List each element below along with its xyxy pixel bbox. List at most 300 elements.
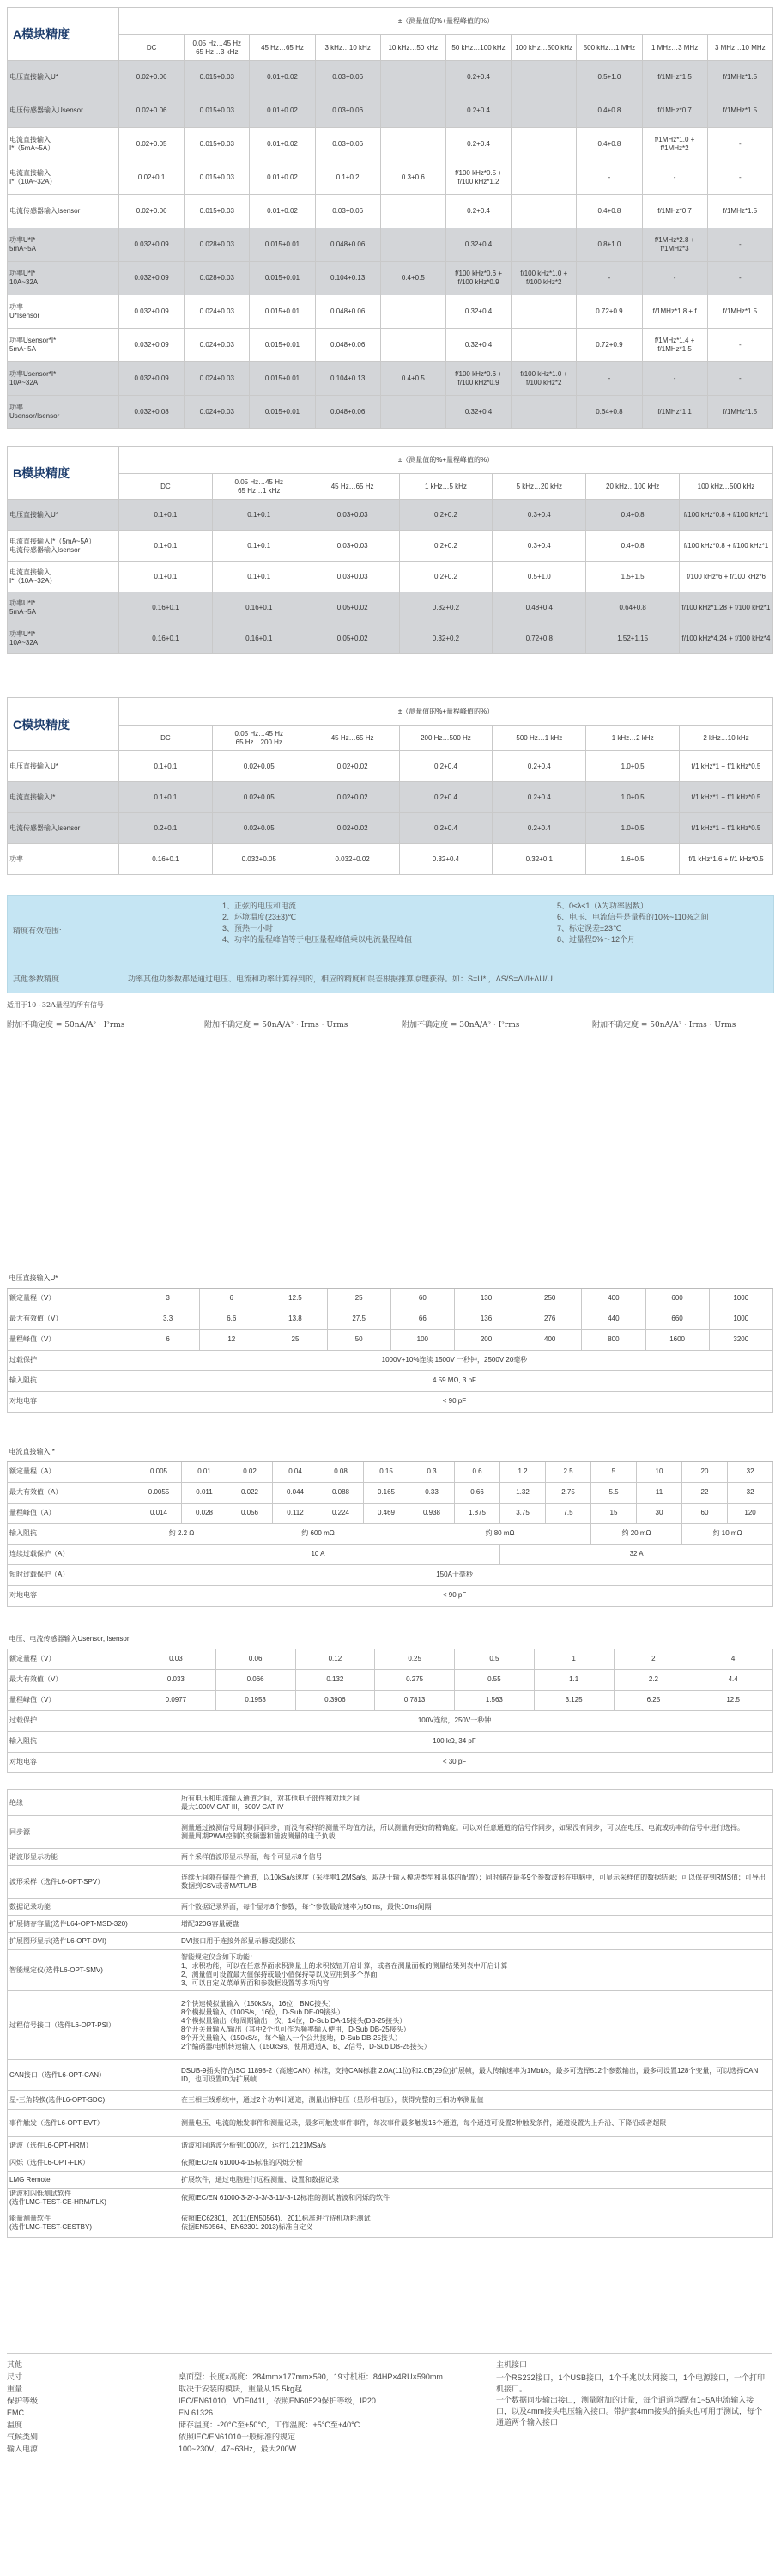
accuracy-table-c [7, 697, 773, 875]
feature-label: 扩展图形显示(选件L6-OPT-DVI) [8, 1933, 179, 1950]
table-row [8, 782, 773, 813]
row-label: 功率U*I* 5mA~5A [8, 228, 119, 262]
table-row [8, 1391, 773, 1412]
value-cell: 0.32+0.4 [445, 329, 511, 362]
value-cell: 0.32+0.4 [399, 844, 493, 875]
value-cell: 0.028+0.03 [185, 228, 250, 262]
value-cell: 130 [454, 1288, 518, 1309]
value-cell: 0.3+0.4 [493, 531, 586, 562]
value-cell: 0.32+0.2 [399, 623, 493, 654]
general-label: 其他 [7, 2360, 23, 2369]
value-cell: 0.1+0.2 [315, 161, 380, 195]
value-cell: 0.01+0.02 [250, 161, 315, 195]
table-row [8, 1503, 773, 1523]
value-cell: < 90 pF [136, 1585, 773, 1606]
table-row [8, 1690, 773, 1710]
value-cell: 0.3+0.4 [493, 500, 586, 531]
formulas-note: 适用于10~32A量程的所有信号 [7, 1001, 104, 1009]
value-cell: 0.048+0.06 [315, 329, 380, 362]
value-cell: 250 [518, 1288, 582, 1309]
value-cell: 0.32+0.2 [399, 592, 493, 623]
value-cell: 0.015+0.03 [185, 195, 250, 228]
value-cell: 13.8 [263, 1309, 327, 1329]
features-table [7, 1789, 773, 2238]
value-cell [380, 295, 445, 329]
general-label: 气候类别 [7, 2433, 39, 2441]
value-cell: 1.0+0.5 [586, 813, 680, 844]
feature-text: 在三相三线系统中，通过2个功率计通道，测量出相电压（星形相电压），获得完整的三相功率测量值 [179, 2091, 773, 2110]
value-cell: 1.5+1.5 [586, 562, 680, 592]
row-label: 功率 [8, 844, 119, 875]
value-cell: 2.5 [546, 1461, 591, 1482]
row-label: 电流直接输入 I*（10A~32A） [8, 562, 119, 592]
value-cell: 0.1+0.1 [119, 562, 213, 592]
value-cell: 0.03+0.06 [315, 94, 380, 128]
feature-label: 过程信号接口（选件L6-OPT-PSI） [8, 1991, 179, 2060]
table-row [8, 61, 773, 94]
feature-text: DSUB-9插头符合ISO 11898-2（高速CAN）标准，支持CAN标准 2.0A(11位)和2.0B(29位)扩展帧，最大传输速率为1Mbit/s，最多可选择512个参数输出，最多可设置128个变量，可以选择CAN ID，也可设置ID为扩展帧 [179, 2060, 773, 2091]
spec-title: 电压直接输入U* [8, 1269, 773, 1288]
condition-item: 6、电压、电流信号是量程的10%~110%之间 [557, 913, 709, 921]
interface-text: 一个RS232接口，1个USB接口，1个千兆以太网接口，1个电源接口，一个打印机接口。 一个数据同步输出接口，测量附加的计量，每个通道均配有1~5A电流输入接口，以及4mm接头电压输入接口。带护套4mm接头的插头也可用于测试，每个通道两个输入接口 [496, 2373, 766, 2427]
table-row [8, 195, 773, 228]
value-cell: 0.03+0.06 [315, 128, 380, 161]
feature-label: 星-三角转换(选件L6-OPT-SDC) [8, 2091, 179, 2110]
value-cell [512, 161, 577, 195]
table-row [8, 1350, 773, 1370]
value-cell: - [707, 362, 772, 396]
value-cell: 0.04 [273, 1461, 318, 1482]
freq-header: 500 Hz…1 kHz [493, 726, 586, 751]
value-cell: 60 [390, 1288, 454, 1309]
value-cell: 0.02+0.06 [119, 195, 185, 228]
other-params-text: 功率其他功参数都是通过电压、电流和功率计算得到的，相应的精度和误差根据推算原理获得。如：S=U*I，ΔS/S=ΔI/I+ΔU/U [128, 975, 553, 983]
value-cell: 4.4 [693, 1669, 773, 1690]
value-cell: 276 [518, 1309, 582, 1329]
row-label: 电流直接输入I* [8, 782, 119, 813]
value-cell: 0.32+0.4 [445, 228, 511, 262]
value-cell: 0.03+0.06 [315, 195, 380, 228]
table-row [8, 1288, 773, 1309]
value-cell [512, 94, 577, 128]
value-cell: 6 [200, 1288, 263, 1309]
value-cell: 0.02+0.02 [306, 782, 399, 813]
value-cell [380, 195, 445, 228]
value-cell [380, 61, 445, 94]
value-cell: f/1MHz*1.1 [642, 396, 707, 429]
value-cell: 约 2.2 Ω [136, 1523, 227, 1544]
value-cell: 0.015+0.03 [185, 61, 250, 94]
general-value [179, 2359, 487, 2371]
conditions-label: 精度有效范围: [13, 927, 62, 935]
feature-text: 谐波和间谐波分析到1000次，运行1.2121MSa/s [179, 2137, 773, 2154]
value-cell: f/100 kHz*0.5 + f/100 kHz*1.2 [445, 161, 511, 195]
row-label: 额定量程（A） [8, 1461, 136, 1482]
value-cell: 30 [637, 1503, 682, 1523]
value-cell: - [642, 362, 707, 396]
row-label: 电流直接输入I*（5mA~5A） 电流传感器输入Isensor [8, 531, 119, 562]
freq-header: 50 kHz…100 kHz [445, 35, 511, 61]
freq-header: 45 Hz…65 Hz [306, 474, 399, 500]
value-cell: 1.2 [500, 1461, 546, 1482]
value-cell: 0.2+0.4 [493, 813, 586, 844]
freq-header: 20 kHz…100 kHz [586, 474, 680, 500]
value-cell: 0.015+0.01 [250, 362, 315, 396]
current-direct-table [7, 1443, 773, 1607]
value-cell: 0.2+0.4 [399, 813, 493, 844]
value-cell: 0.015+0.01 [250, 295, 315, 329]
freq-header: 1 kHz…5 kHz [399, 474, 493, 500]
value-cell: 0.5 [455, 1649, 535, 1669]
table-row [8, 1329, 773, 1350]
value-cell: 6 [136, 1329, 200, 1350]
value-cell: 0.022 [227, 1482, 273, 1503]
value-cell: 约 10 mΩ [682, 1523, 773, 1544]
accuracy-conditions [7, 895, 774, 993]
value-cell: 0.05+0.02 [306, 623, 399, 654]
value-cell: 1 [534, 1649, 614, 1669]
general-label: 尺寸 [7, 2372, 23, 2381]
value-cell: 0.64+0.8 [577, 396, 642, 429]
table-row [8, 623, 773, 654]
value-cell: 0.032+0.09 [119, 228, 185, 262]
value-cell: f/100 kHz*0.8 + f/100 kHz*1 [680, 531, 773, 562]
value-cell: 0.3 [409, 1461, 455, 1482]
row-label: 最大有效值（V） [8, 1669, 136, 1690]
value-cell: 10 A [136, 1544, 500, 1564]
value-cell: 32 [728, 1482, 773, 1503]
general-specs [7, 2353, 772, 2482]
value-cell [380, 128, 445, 161]
value-cell: 0.056 [227, 1503, 273, 1523]
value-cell [512, 61, 577, 94]
row-label: 电流直接输入 I*（10A~32A） [8, 161, 119, 195]
value-cell: 11 [637, 1482, 682, 1503]
value-cell: 0.2+0.4 [493, 782, 586, 813]
value-cell: 0.03+0.03 [306, 531, 399, 562]
value-cell: 66 [390, 1309, 454, 1329]
value-cell: 800 [582, 1329, 645, 1350]
value-cell: 1.52+1.15 [586, 623, 680, 654]
value-cell: 0.015+0.01 [250, 262, 315, 295]
value-cell: - [577, 362, 642, 396]
value-cell: 3 [136, 1288, 200, 1309]
value-cell: 3.125 [534, 1690, 614, 1710]
freq-header: DC [119, 35, 185, 61]
value-cell: f/100 kHz*1.0 + f/100 kHz*2 [512, 262, 577, 295]
value-cell: 0.1+0.1 [212, 500, 306, 531]
value-cell: 12 [200, 1329, 263, 1350]
other-params-label: 其他参数精度 [13, 975, 60, 983]
value-cell: 600 [645, 1288, 709, 1309]
table-row [8, 1669, 773, 1690]
value-cell: 0.03+0.06 [315, 61, 380, 94]
value-cell: 0.469 [364, 1503, 409, 1523]
value-cell: 0.2+0.2 [399, 562, 493, 592]
value-cell: 0.01 [182, 1461, 227, 1482]
value-cell: 0.032+0.09 [119, 295, 185, 329]
value-cell: 0.0055 [136, 1482, 182, 1503]
freq-header: 45 Hz…65 Hz [250, 35, 315, 61]
freq-header: 1 MHz…3 MHz [642, 35, 707, 61]
value-cell: 0.024+0.03 [185, 329, 250, 362]
table-row [8, 562, 773, 592]
feature-label: 同步源 [8, 1816, 179, 1849]
general-label: 重量 [7, 2385, 23, 2393]
accuracy-table-a [7, 7, 773, 429]
value-cell: - [707, 161, 772, 195]
value-cell: - [577, 161, 642, 195]
row-label: 电压直接输入U* [8, 751, 119, 782]
value-cell: f/1MHz*0.7 [642, 94, 707, 128]
value-cell: 0.224 [318, 1503, 364, 1523]
value-cell: 0.72+0.9 [577, 295, 642, 329]
value-cell: 0.048+0.06 [315, 295, 380, 329]
value-cell: 0.032+0.09 [119, 329, 185, 362]
conditions-left [222, 901, 412, 945]
value-cell: 25 [327, 1288, 390, 1309]
value-cell: 0.2+0.4 [445, 128, 511, 161]
value-cell: f/1MHz*1.5 [642, 61, 707, 94]
row-label: 短时过载保护（A） [8, 1564, 136, 1585]
row-label: 输入阻抗 [8, 1523, 136, 1544]
value-cell: 0.1+0.1 [119, 500, 213, 531]
value-cell [512, 195, 577, 228]
table-row [8, 531, 773, 562]
row-label: 功率Usensor*I* 10A~32A [8, 362, 119, 396]
value-cell: 0.938 [409, 1503, 455, 1523]
row-label: 对地电容 [8, 1391, 136, 1412]
table-row [8, 813, 773, 844]
value-cell: 3.3 [136, 1309, 200, 1329]
table-row [8, 1790, 773, 1816]
value-cell: 1000 [709, 1309, 772, 1329]
freq-header: 45 Hz…65 Hz [306, 726, 399, 751]
conditions-right [557, 901, 709, 945]
value-cell: 400 [582, 1288, 645, 1309]
table-row [8, 1370, 773, 1391]
value-cell: - [642, 161, 707, 195]
value-cell: 400 [518, 1329, 582, 1350]
value-cell: 0.2+0.4 [445, 61, 511, 94]
value-cell: f/1 kHz*1 + f/1 kHz*0.5 [680, 813, 773, 844]
value-cell: f/1MHz*1.8 + f [642, 295, 707, 329]
value-cell [512, 295, 577, 329]
feature-text: 依照IEC/EN 61000-3-2/-3-3/-3-11/-3-12标准的测试谐波和闪烁的软件 [179, 2189, 773, 2208]
value-cell: 0.48+0.4 [493, 592, 586, 623]
value-cell: 0.028+0.03 [185, 262, 250, 295]
value-cell: 3.75 [500, 1503, 546, 1523]
value-cell: - [707, 262, 772, 295]
value-cell: 0.02+0.06 [119, 94, 185, 128]
condition-item: 4、功率的量程峰值等于电压量程峰值乘以电流量程峰值 [222, 935, 413, 944]
feature-text: 两个数据记录界面，每个显示8个参数，每个参数最高速率为50ms，最快10ms间隔 [179, 1899, 773, 1916]
value-cell: 0.165 [364, 1482, 409, 1503]
general-value: 取决于安装的模块，重量从15.5kg起 [179, 2385, 303, 2393]
value-cell: 0.275 [375, 1669, 455, 1690]
value-cell: 0.33 [409, 1482, 455, 1503]
value-cell: 0.2+0.4 [445, 94, 511, 128]
value-cell: 0.1+0.1 [212, 562, 306, 592]
value-cell: 0.015+0.03 [185, 94, 250, 128]
sensor-input-table [7, 1630, 773, 1773]
value-cell: 0.55 [455, 1669, 535, 1690]
value-cell: 1.563 [455, 1690, 535, 1710]
feature-label: 能量测量软件 (选件LMG-TEST-CESTBY) [8, 2208, 179, 2238]
row-label: 对地电容 [8, 1752, 136, 1772]
general-labels [7, 2359, 38, 2455]
table-row [8, 1731, 773, 1752]
table-row [8, 1710, 773, 1731]
value-cell: 100V连续，250V一秒钟 [136, 1710, 773, 1731]
value-cell: 0.024+0.03 [185, 362, 250, 396]
value-cell: 约 80 mΩ [409, 1523, 591, 1544]
feature-label: CAN接口（选件L6-OPT-CAN） [8, 2060, 179, 2091]
value-cell: 0.01+0.02 [250, 195, 315, 228]
table-row [8, 1309, 773, 1329]
value-cell: 0.024+0.03 [185, 295, 250, 329]
value-cell: 0.014 [136, 1503, 182, 1523]
value-cell: 32 [728, 1461, 773, 1482]
value-cell: - [577, 262, 642, 295]
row-label: 电压传感器输入Usensor [8, 94, 119, 128]
feature-label: 智能规定仪(选件L6-OPT-SMV) [8, 1950, 179, 1991]
feature-text: DVI接口用于连接外部显示器或投影仪 [179, 1933, 773, 1950]
feature-text: 所有电压和电流输入通道之间，对其他电子部件和对地之间 最大1000V CAT III，600V CAT IV [179, 1790, 773, 1816]
value-cell: 0.32+0.4 [445, 295, 511, 329]
freq-header: 500 kHz…1 MHz [577, 35, 642, 61]
value-cell: 0.2+0.2 [399, 500, 493, 531]
value-cell: 1.0+0.5 [586, 751, 680, 782]
condition-item: 5、0≤λ≤1（λ为功率因数） [557, 902, 648, 910]
table-row [8, 1866, 773, 1899]
value-cell: f/1MHz*0.7 [642, 195, 707, 228]
general-value: 依照IEC/EN61010一般标准的规定 [179, 2433, 296, 2441]
value-cell: - [707, 128, 772, 161]
value-cell: 0.2+0.4 [445, 195, 511, 228]
value-cell: 22 [682, 1482, 728, 1503]
value-cell: 0.4+0.8 [586, 531, 680, 562]
feature-label: 谐波（选件L6-OPT-HRM） [8, 2137, 179, 2154]
value-cell: 1600 [645, 1329, 709, 1350]
value-cell: f/100 kHz*6 + f/100 kHz*6 [680, 562, 773, 592]
value-cell: 0.02+0.05 [119, 128, 185, 161]
value-cell: 0.66 [455, 1482, 500, 1503]
interface-title: 主机接口 [496, 2360, 528, 2369]
freq-header: 0.05 Hz…45 Hz 65 Hz…1 kHz [212, 474, 306, 500]
row-label: 对地电容 [8, 1585, 136, 1606]
table-row [8, 500, 773, 531]
value-cell: 0.011 [182, 1482, 227, 1503]
formula-3: 附加不确定度 = 30nA/A² · I²rms [402, 1021, 520, 1030]
value-cell: - [707, 329, 772, 362]
freq-header: 0.05 Hz…45 Hz 65 Hz…3 kHz [185, 35, 250, 61]
table-row [8, 1991, 773, 2060]
row-label: 电压直接输入U* [8, 500, 119, 531]
value-cell: f/1MHz*1.4 + f/1MHz*1.5 [642, 329, 707, 362]
table-row [8, 844, 773, 875]
value-cell: f/100 kHz*0.6 + f/100 kHz*0.9 [445, 362, 511, 396]
value-cell: 0.015+0.01 [250, 396, 315, 429]
error-span-header: ±（测量值的%+量程峰值的%） [119, 447, 773, 474]
value-cell: 4.59 MΩ, 3 pF [136, 1370, 773, 1391]
value-cell: 12.5 [263, 1288, 327, 1309]
value-cell [512, 329, 577, 362]
value-cell: 0.1+0.1 [119, 531, 213, 562]
value-cell: 660 [645, 1309, 709, 1329]
formula-1: 附加不确定度 = 50nA/A² · I²rms [7, 1021, 125, 1030]
general-value: EN 61326 [179, 2409, 214, 2417]
value-cell: 0.02 [227, 1461, 273, 1482]
value-cell: 0.112 [273, 1503, 318, 1523]
value-cell: f/100 kHz*1.28 + f/100 kHz*1 [680, 592, 773, 623]
table-row [8, 1461, 773, 1482]
value-cell: 0.72+0.9 [577, 329, 642, 362]
row-label: 功率 Usensor/Isensor [8, 396, 119, 429]
value-cell: 约 600 mΩ [227, 1523, 409, 1544]
value-cell: f/1MHz*1.5 [707, 61, 772, 94]
value-cell: f/1 kHz*1 + f/1 kHz*0.5 [680, 751, 773, 782]
feature-label: LMG Remote [8, 2172, 179, 2189]
feature-text: 扩展软件，通过电脑进行远程测量、设置和数据记录 [179, 2172, 773, 2189]
table-row [8, 751, 773, 782]
row-label: 功率U*I* 10A~32A [8, 262, 119, 295]
feature-text: 增配320G容量硬盘 [179, 1916, 773, 1933]
table-row [8, 1585, 773, 1606]
value-cell: 2.75 [546, 1482, 591, 1503]
table-title: B模块精度 [8, 447, 119, 500]
feature-label: 谐波和闪烁测试软件 (选件LMG-TEST-CE-HRM/FLK) [8, 2189, 179, 2208]
value-cell: 0.4+0.8 [577, 195, 642, 228]
table-row [8, 295, 773, 329]
value-cell: 0.5+1.0 [493, 562, 586, 592]
value-cell: 0.3+0.6 [380, 161, 445, 195]
value-cell: 0.02+0.02 [306, 813, 399, 844]
value-cell: 0.16+0.1 [119, 844, 213, 875]
value-cell: 50 [327, 1329, 390, 1350]
value-cell: 136 [454, 1309, 518, 1329]
value-cell: 0.044 [273, 1482, 318, 1503]
value-cell: 0.2+0.1 [119, 813, 213, 844]
table-row [8, 94, 773, 128]
value-cell: 0.12 [295, 1649, 375, 1669]
value-cell: 5.5 [591, 1482, 637, 1503]
value-cell: f/1MHz*2.8 + f/1MHz*3 [642, 228, 707, 262]
feature-label: 扩展储存容量(选件L64-OPT-MSD-320) [8, 1916, 179, 1933]
freq-header: 100 kHz…500 kHz [680, 474, 773, 500]
table-row [8, 2208, 773, 2238]
table-row [8, 1752, 773, 1772]
value-cell: 0.4+0.8 [586, 500, 680, 531]
value-cell: 0.1953 [215, 1690, 295, 1710]
value-cell: 0.03 [136, 1649, 216, 1669]
general-value: 桌面型：长度×高度：284mm×177mm×590，19寸机柜：84HP×4RU×590mm [179, 2372, 443, 2381]
table-row [8, 2172, 773, 2189]
value-cell: 0.8+1.0 [577, 228, 642, 262]
value-cell: f/1 kHz*1 + f/1 kHz*0.5 [680, 782, 773, 813]
value-cell: 0.1+0.1 [212, 531, 306, 562]
value-cell: 0.01+0.02 [250, 61, 315, 94]
value-cell: 60 [682, 1503, 728, 1523]
spec-title: 电流直接输入I* [8, 1443, 773, 1461]
table-row [8, 161, 773, 195]
table-row [8, 2137, 773, 2154]
accuracy-table-b [7, 446, 773, 654]
spec-title: 电压、电流传感器输入Usensor, Isensor [8, 1630, 773, 1649]
row-label: 电流直接输入 I*（5mA~5A） [8, 128, 119, 161]
table-row [8, 2060, 773, 2091]
row-label: 量程峰值（V） [8, 1329, 136, 1350]
